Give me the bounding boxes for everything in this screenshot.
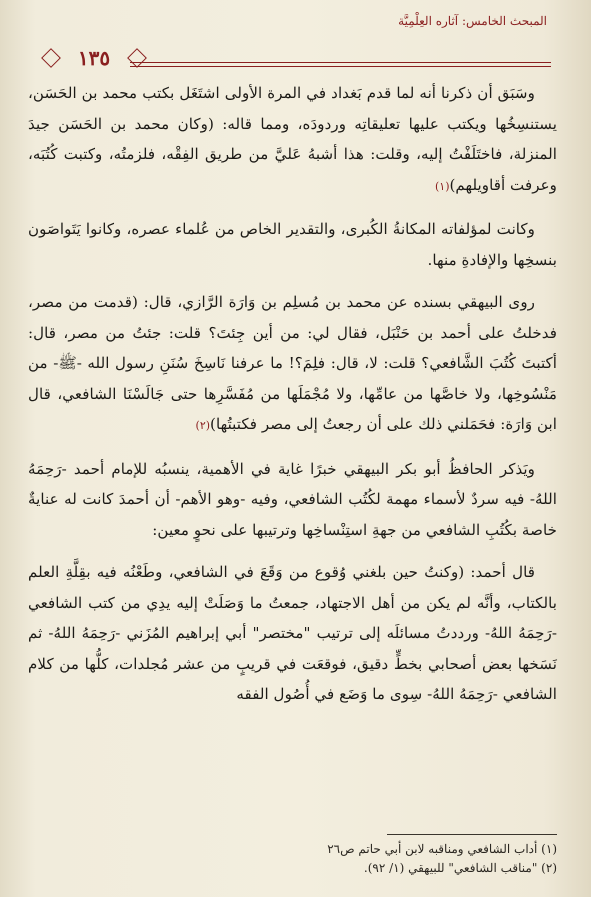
running-head: المبحث الخامس: آثاره العِلْمِيَّة bbox=[398, 14, 547, 28]
header-rule bbox=[130, 62, 551, 63]
paragraph-2: وكانت لمؤلفاته المكانةُ الكُبرى، والتقدير الخاص من عُلماء عصره، وكانوا يَتَواصَون بنسخِها والإفادةِ منها. bbox=[28, 220, 557, 269]
paragraph-1 bbox=[28, 78, 557, 202]
paragraph-3-text: روى البيهقي بسنده عن محمد بن مُسلِم بن وَارَة الرَّازي، قال: (قدمت من مصر، فدخلتُ على أحمد بن حَنْبَل، فقال لي: من أين جِئتَ؟ قلت: جئتُ من مصر، قال: أكتبتَ كُتُبَ الشَّافعي؟ قلت: لا، قال: فلِمَ؟! ما عرفنا نَاسِخَ سُنَنِ رسول الله -ﷺ- من مَنْسُوخِها، ولا خاصَّها من عامِّها، ولا مُجْمَلَها من مُفَسَّرِها حتى جَالَسْنَا الشافعي، قال ابن وَارَة: فحَمَلني ذلك على أن رجعتُ إلى مصر فكتبتُها) bbox=[28, 293, 557, 433]
page-number: ١٣٥ bbox=[77, 46, 111, 70]
footnote-rule bbox=[387, 834, 557, 835]
footnote-1: (١) أداب الشافعي ومناقبه لابن أبي حاتم ص٢٦ bbox=[327, 842, 557, 856]
ornament-diamond-icon bbox=[127, 48, 147, 68]
ornament-diamond-icon bbox=[41, 48, 61, 68]
paragraph-4: ويَذكر الحافظُ أبو بكر البيهقي خبرًا غاية في الأهمية، ينسبُه للإمام أحمد -رَحِمَهُ اللهُ- فيه سردٌ لأسماء مهمة لكُتُب الشافعي، وفيه -وهو الأهم- أن أحمدَ كانت له عنايةٌ خاصة بكُتُبِ الشافعي من جهةِ استِنْساخِها وترتيبها على نحوٍ معين: bbox=[28, 459, 557, 539]
footnotes bbox=[28, 840, 557, 878]
paragraph-3 bbox=[28, 287, 557, 442]
footnote-2: (٢) "مناقب الشافعي" للبيهقي (١/ ٩٢). bbox=[363, 861, 557, 875]
paragraph-5: قال أحمد: (وكنتُ حين بلغني وُقوع من وَقَعَ في الشافعي، وطَعْنُه فيه بقِلَّةِ العلم بالكتاب، وأنَّه لم يكن من أهل الاجتهاد، جمعتُ ما وَصَلَتْ إليه يدِي من كتب الشافعي -رَحِمَهُ اللهُ- ورددتُ مسائلَه إلى ترتيب "مختصر" أبي إبراهيم المُزَني -رَحِمَهُ اللهُ- ثم نَسَخها بعض أصحابي بخطٍّ دقيق، فوقعَت في قريبٍ من عشر مُجلدات، كلُّها من كلام الشافعي -رَحِمَهُ اللهُ- سِوى ما وَضَع في أُصُول الفقه bbox=[28, 563, 557, 703]
paragraph-1-text: وسَبَق أن ذكرنا أنه لما قدم بَغداد في المرة الأولى اشتَغَل بكتب محمد بن الحَسَن، يستنسِخُها ويكتب عليها تعليقاتِه وردودَه، ومما قاله: (وكان محمد بن الحَسَن جيدَ المنزلة، فاختَلَفْتُ إليه، وقلت: هذا أشبهُ عَليَّ من طريق الفِقْه، فلزمتُه، وكتبت كُتُبَه، وعرفت أقاويلهم) bbox=[28, 84, 557, 194]
main-text bbox=[28, 78, 557, 722]
footnote-ref-2: (٢) bbox=[195, 419, 211, 432]
footnote-ref-1: (١) bbox=[434, 179, 450, 193]
